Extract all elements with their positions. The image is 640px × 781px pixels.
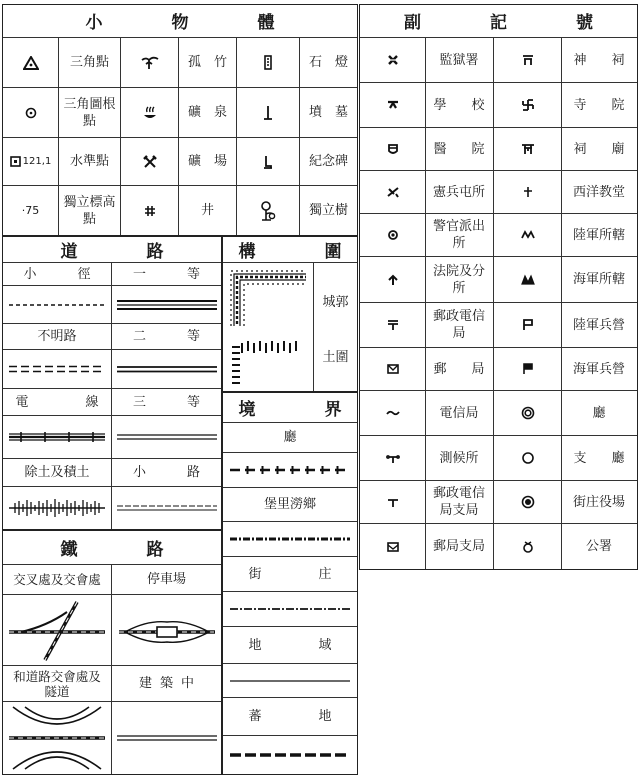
secondary-symbol-label: [565, 481, 633, 523]
castle-wall-icon: [224, 264, 312, 330]
secondary-symbol-label: [565, 524, 633, 569]
secondary-symbol-text: 郵 局: [433, 361, 491, 377]
secondary-symbol-text: 憲兵屯所: [432, 184, 485, 200]
weather-station-icon: [361, 436, 425, 480]
military-police-icon: [361, 171, 425, 213]
secondary-symbol-label: [565, 303, 633, 347]
enclosure-label: 城郭: [322, 294, 349, 310]
secondary-symbol-label: [429, 303, 489, 347]
monument-icon: [237, 138, 299, 185]
navy-headquarters-icon: [494, 257, 561, 302]
road-label: 一 等: [132, 266, 214, 282]
army-barracks-icon: [494, 303, 561, 347]
area-boundary-line: [223, 664, 357, 697]
triangulation-map-point-icon: [3, 88, 58, 137]
second-class-road-line: [112, 350, 221, 388]
secondary-symbol-label: [429, 524, 489, 569]
secondary-symbol-label: [429, 391, 489, 435]
post-telegraph-office-icon: [361, 303, 425, 347]
school-icon: [361, 83, 425, 127]
cut-fill-line: [3, 487, 111, 529]
secondary-symbol-label: [429, 38, 489, 82]
road-label: 不明路: [37, 329, 77, 344]
independent-height-point-icon: [3, 186, 58, 235]
road-label: 電 線: [15, 394, 121, 410]
unclear-road-line: [3, 350, 111, 388]
secondary-symbol-text: 法院及分所: [432, 263, 485, 296]
triangulation-point-icon: [3, 38, 58, 87]
small-label: 礦 泉: [187, 105, 227, 120]
road-label: 二 等: [132, 329, 214, 344]
secondary-symbol-label: [565, 391, 633, 435]
small-label: 獨立標高點: [63, 194, 116, 227]
railway-label: 停車場: [146, 572, 186, 587]
secondary-symbol-text: 廳: [592, 405, 606, 421]
aboriginal-land-boundary-line: [223, 736, 357, 774]
footpath-line: [3, 286, 111, 323]
secondary-symbol-text: 西洋教堂: [572, 184, 625, 200]
stone-lantern-icon: [237, 38, 299, 87]
navy-barracks-icon: [494, 348, 561, 390]
railway-station-icon: [112, 595, 221, 665]
church-icon: [494, 171, 561, 213]
road-label: 三 等: [132, 394, 214, 410]
boundary-label: 街 庄: [248, 566, 354, 582]
small-objects-title: 小 物 體: [85, 13, 301, 33]
secondary-symbol-text: 支 廳: [573, 450, 631, 466]
prison-icon: [361, 38, 425, 82]
small-label: 井: [200, 203, 214, 218]
post-branch-icon: [361, 524, 425, 569]
secondary-symbol-label: [429, 83, 489, 127]
enclosure-label: 土圍: [322, 349, 349, 365]
prefecture-office-icon: [494, 391, 561, 435]
power-line: [3, 416, 111, 458]
secondary-symbol-label: [565, 348, 633, 390]
secondary-symbol-text: 郵政電信局支局: [432, 486, 485, 518]
sub-prefecture-office-icon: [494, 436, 561, 480]
secondary-symbol-label: [565, 83, 633, 127]
secondary-symbol-text: 海軍兵營: [572, 361, 625, 377]
court-icon: [361, 257, 425, 302]
small-label: 水準點: [69, 154, 109, 169]
small-label: 石 燈: [308, 55, 348, 70]
town-office-icon: [494, 481, 561, 523]
well-icon: [121, 186, 178, 235]
post-telegraph-branch-icon: [361, 481, 425, 523]
secondary-symbol-label: [429, 436, 489, 480]
road-label: 小 路: [132, 465, 214, 480]
secondary-symbol-label: [565, 128, 633, 170]
police-station-icon: [361, 214, 425, 256]
railway-under-construction-line: [112, 702, 221, 774]
railways-title: 鐵 路: [60, 539, 190, 560]
grass-icon: [121, 38, 178, 87]
secondary-symbol-label: [565, 214, 633, 256]
height-value: ·75: [21, 204, 40, 217]
ancestral-temple-icon: [494, 128, 561, 170]
secondary-symbol-text: 醫 院: [433, 141, 491, 157]
shrine-icon: [494, 38, 561, 82]
small-label: 墳 墓: [308, 105, 348, 120]
hospital-icon: [361, 128, 425, 170]
benchmark-value: 121,1: [22, 156, 52, 167]
railway-label: 和道路交會處及隧道: [13, 668, 101, 699]
secondary-symbol-text: 郵局支局: [432, 539, 485, 554]
district-boundary-line: [223, 522, 357, 556]
benchmark-icon: [3, 138, 58, 185]
small-label: 孤 竹: [187, 55, 227, 70]
secondary-symbol-label: [429, 257, 489, 302]
third-class-road-line: [112, 416, 221, 458]
railway-tunnel-icon: [3, 702, 111, 774]
railway-label: 建築中: [138, 676, 202, 691]
secondary-symbol-text: 郵政電信局: [432, 309, 485, 341]
secondary-symbol-label: [429, 128, 489, 170]
secondary-symbol-text: 祠 廟: [573, 141, 631, 157]
spring-icon: [121, 88, 178, 137]
prefecture-boundary-line: [223, 453, 357, 487]
earth-wall-icon: [224, 330, 312, 390]
secondary-symbol-label: [565, 436, 633, 480]
small-label: 三角點: [69, 55, 109, 70]
railway-crossing-icon: [3, 595, 111, 665]
first-class-road-line: [112, 286, 221, 323]
secondary-symbol-label: [429, 214, 489, 256]
enclosures-title: 構 圍: [238, 241, 368, 262]
secondary-symbol-label: [429, 481, 489, 523]
small-label: 獨立樹: [308, 203, 348, 218]
secondary-symbol-text: 學 校: [433, 97, 491, 113]
boundaries-title: 境 界: [238, 399, 368, 420]
secondary-symbol-text: 陸軍兵營: [572, 317, 625, 333]
secondary-symbol-label: [565, 257, 633, 302]
boundary-label: 廳: [283, 430, 297, 445]
secondary-symbol-text: 警官派出所: [432, 219, 485, 251]
road-label: 小 徑: [23, 266, 105, 282]
small-road-line: [112, 487, 221, 529]
tomb-icon: [237, 88, 299, 137]
town-boundary-line: [223, 592, 357, 626]
boundary-label: 地 域: [248, 637, 354, 653]
railway-label: 交叉處及交會處: [13, 572, 101, 587]
roads-title: 道 路: [60, 241, 190, 262]
secondary-symbol-label: [429, 348, 489, 390]
temple-icon: [494, 83, 561, 127]
secondary-symbol-label: [429, 171, 489, 213]
public-office-icon: [494, 524, 561, 569]
road-label: 除土及積土: [24, 465, 90, 480]
secondary-symbol-text: 寺 院: [573, 97, 631, 113]
secondary-symbol-text: 海軍所轄: [572, 272, 625, 287]
solitary-tree-icon: [237, 186, 299, 235]
secondary-symbol-text: 監獄署: [439, 52, 479, 68]
secondary-symbol-text: 電信局: [439, 405, 479, 421]
boundary-label: 蕃 地: [248, 709, 354, 724]
secondary-symbol-label: [565, 38, 633, 82]
secondary-symbol-text: 公署: [585, 539, 612, 554]
small-label: 礦 場: [187, 154, 227, 169]
telegraph-office-icon: [361, 391, 425, 435]
boundary-label: 堡里澇鄉: [263, 497, 316, 512]
secondary-symbol-text: 街庄役場: [572, 494, 625, 510]
small-label: 三角圖根點: [63, 96, 116, 129]
secondary-symbol-text: 神 祠: [573, 52, 631, 68]
secondary-symbol-label: [565, 171, 633, 213]
post-office-icon: [361, 348, 425, 390]
secondary-symbols-title: 副 記 號: [404, 13, 619, 33]
mine-icon: [121, 138, 178, 185]
secondary-symbol-text: 陸軍所轄: [572, 227, 625, 243]
army-headquarters-icon: [494, 214, 561, 256]
small-label: 紀念碑: [308, 154, 348, 169]
secondary-symbol-text: 測候所: [439, 450, 479, 466]
